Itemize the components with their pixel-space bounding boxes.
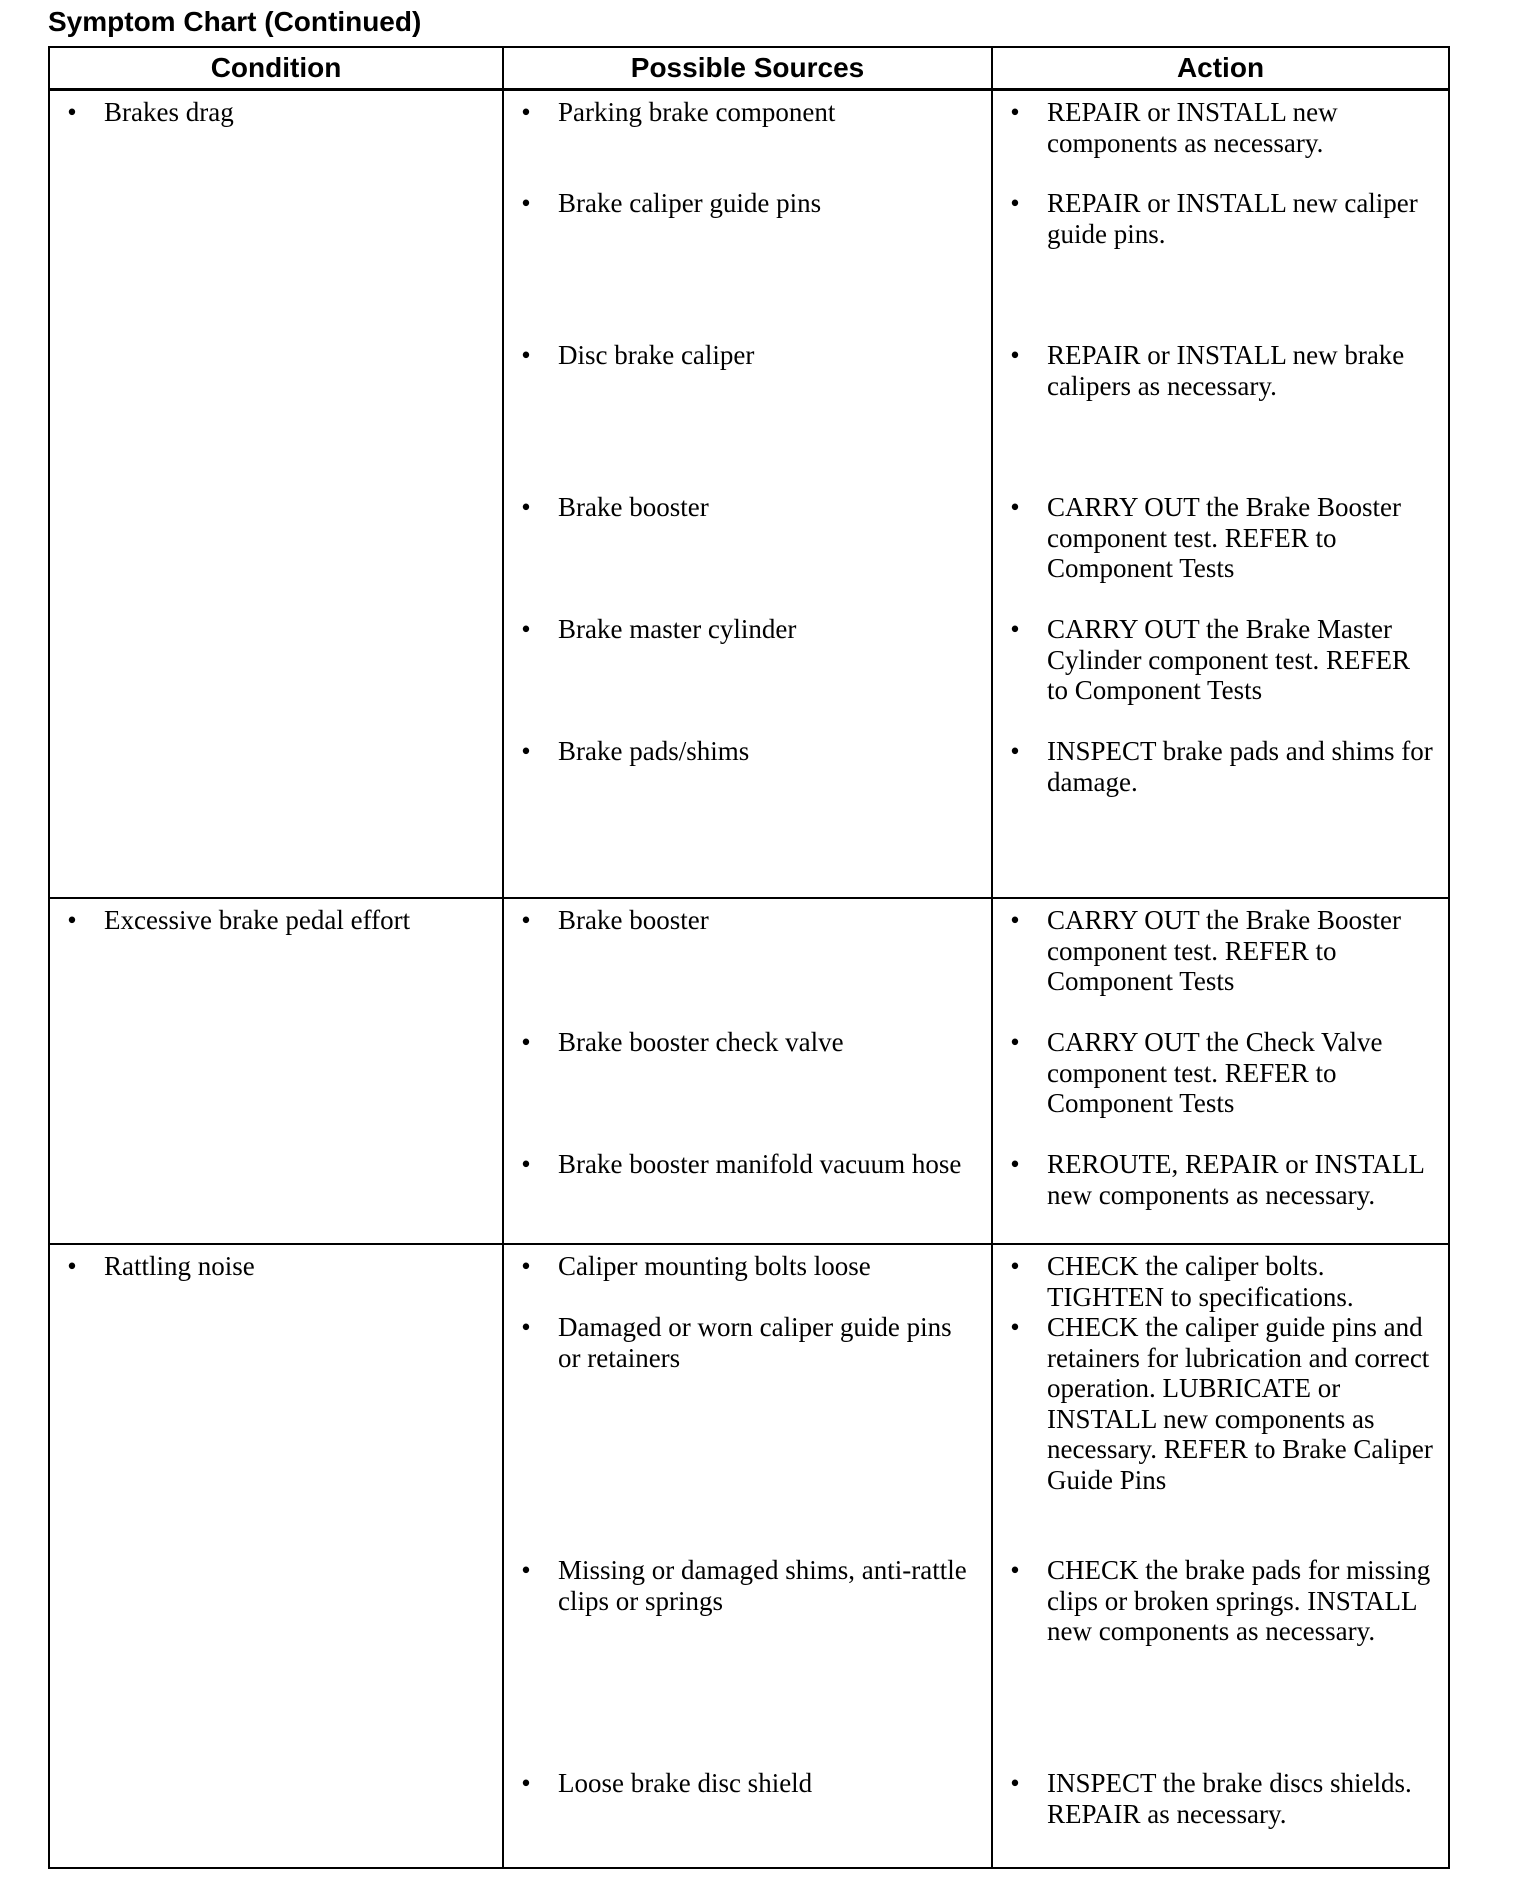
bullet: •: [1010, 614, 1020, 644]
bullet: •: [521, 1555, 531, 1585]
action-text: REPAIR or INSTALL new components as necessary.: [1047, 97, 1338, 158]
action-text: CHECK the caliper bolts. TIGHTEN to specifications.: [1047, 1251, 1354, 1312]
bullet: •: [521, 97, 531, 127]
action-cell: [992, 90, 1449, 899]
source-text: Damaged or worn caliper guide pins or retainers: [558, 1312, 952, 1373]
action-cell: [992, 1244, 1449, 1868]
source-text: Brake pads/shims: [558, 736, 750, 766]
source-text: Brake booster: [558, 905, 709, 935]
bullet: •: [1010, 188, 1020, 218]
bullet: •: [521, 1251, 531, 1281]
source-text: Caliper mounting bolts loose: [558, 1251, 871, 1281]
action-text: CARRY OUT the Check Valve component test. REFER to Component Tests: [1047, 1027, 1383, 1118]
table-row: [49, 90, 1449, 899]
sources-cell: [503, 1244, 992, 1868]
bullet: •: [521, 1149, 531, 1179]
bullet: •: [521, 614, 531, 644]
source-text: Parking brake component: [558, 97, 836, 127]
action-text: CARRY OUT the Brake Master Cylinder component test. REFER to Component Tests: [1047, 614, 1410, 705]
source-text: Loose brake disc shield: [558, 1768, 813, 1798]
bullet: •: [1010, 1312, 1020, 1342]
source-text: Brake booster check valve: [558, 1027, 844, 1057]
page-title: Symptom Chart (Continued): [48, 6, 422, 37]
bullet: •: [1010, 1555, 1020, 1585]
bullet: •: [1010, 1027, 1020, 1057]
table-row: [49, 898, 1449, 1244]
bullet: •: [521, 1768, 531, 1798]
bullet: •: [1010, 1768, 1020, 1798]
condition-cell: [49, 1244, 503, 1868]
bullet: •: [521, 1027, 531, 1057]
header-possible-sources: Possible Sources: [503, 47, 992, 90]
source-text: Brake booster manifold vacuum hose: [558, 1149, 962, 1179]
sources-cell: [503, 90, 992, 899]
bullet: •: [1010, 1251, 1020, 1281]
action-text: INSPECT the brake discs shields. REPAIR as necessary.: [1047, 1768, 1412, 1829]
bullet: •: [67, 905, 77, 935]
action-text: CHECK the brake pads for missing clips or broken springs. INSTALL new components as necessary.: [1047, 1555, 1431, 1646]
condition-text: Rattling noise: [104, 1251, 255, 1281]
bullet: •: [1010, 905, 1020, 935]
bullet: •: [521, 492, 531, 522]
bullet: •: [1010, 1149, 1020, 1179]
symptom-chart-table: [48, 46, 1450, 1869]
condition-text: Brakes drag: [104, 97, 234, 127]
condition-cell: [49, 898, 503, 1244]
action-text: REPAIR or INSTALL new caliper guide pins.: [1047, 188, 1418, 249]
bullet: •: [1010, 97, 1020, 127]
bullet: •: [521, 905, 531, 935]
source-text: Missing or damaged shims, anti-rattle clips or springs: [558, 1555, 967, 1616]
source-text: Brake booster: [558, 492, 709, 522]
action-text: CHECK the caliper guide pins and retainers for lubrication and correct operation. LUBRICATE or INSTALL new components as necessary. REFER to Brake Caliper Guide Pins: [1047, 1312, 1433, 1495]
condition-cell: [49, 90, 503, 899]
source-text: Brake caliper guide pins: [558, 188, 822, 218]
sources-cell: [503, 898, 992, 1244]
condition-text: Excessive brake pedal effort: [104, 905, 411, 935]
source-text: Brake master cylinder: [558, 614, 797, 644]
bullet: •: [1010, 492, 1020, 522]
bullet: •: [1010, 736, 1020, 766]
bullet: •: [521, 1312, 531, 1342]
action-text: CARRY OUT the Brake Booster component test. REFER to Component Tests: [1047, 492, 1401, 583]
action-text: REPAIR or INSTALL new brake calipers as necessary.: [1047, 340, 1405, 401]
bullet: •: [521, 340, 531, 370]
table-row: [49, 1244, 1449, 1868]
header-action: Action: [992, 47, 1449, 90]
action-text: CARRY OUT the Brake Booster component test. REFER to Component Tests: [1047, 905, 1401, 996]
bullet: •: [1010, 340, 1020, 370]
bullet: •: [521, 188, 531, 218]
header-condition: Condition: [49, 47, 503, 90]
bullet: •: [521, 736, 531, 766]
action-cell: [992, 898, 1449, 1244]
bullet: •: [67, 97, 77, 127]
source-text: Disc brake caliper: [558, 340, 755, 370]
action-text: INSPECT brake pads and shims for damage.: [1047, 736, 1433, 797]
action-text: REROUTE, REPAIR or INSTALL new components as necessary.: [1047, 1149, 1424, 1210]
bullet: •: [67, 1251, 77, 1281]
header-row: [49, 47, 1449, 90]
